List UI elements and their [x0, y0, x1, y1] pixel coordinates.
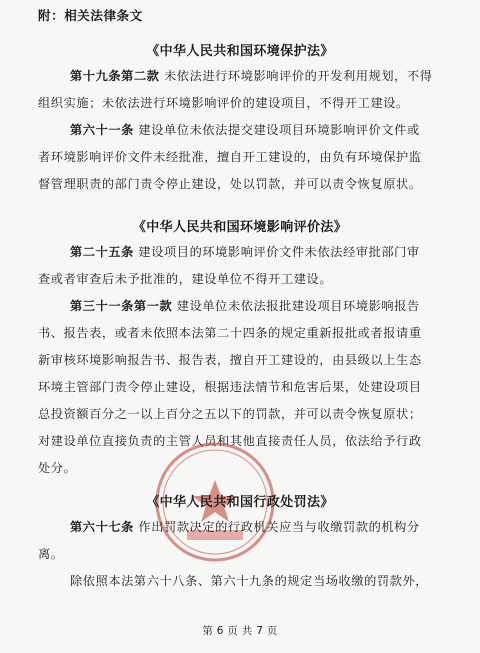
- article-text-line: 者环境影响评价文件未经批准，擅自开工建设的，由负有环境保护监: [38, 150, 422, 164]
- article-paragraph: [70, 519, 420, 535]
- article-paragraph: [70, 122, 420, 138]
- law-title-eia: 《中华人民共和国环境影响评价法》: [132, 220, 348, 235]
- article-number: 第十九条第二款: [70, 69, 160, 83]
- page-number: 第 6 页 共 7 页: [202, 625, 278, 637]
- article-text-line: 书、报告表，或者未依照本法第二十四条的规定重新报批或者报请重: [38, 326, 422, 340]
- article-number: 第六十一条: [70, 123, 134, 137]
- article-text: 建设单位未依法报批建设项目环境影响报告: [176, 299, 420, 313]
- law-title-administrative-penalty: 《中华人民共和国行政处罚法》: [146, 495, 334, 510]
- article-paragraph: [70, 298, 420, 314]
- article-text-line: 查或者审查后未予批准的，建设单位不得开工建设。: [38, 272, 333, 286]
- article-number: 第三十一条第一款: [70, 299, 173, 313]
- law-title-environmental-protection: 《中华人民共和国环境保护法》: [146, 44, 334, 59]
- article-text: 建设项目的环境影响评价文件未依法经审批部门审: [138, 245, 420, 259]
- article-text: 作出罚款决定的行政机关应当与收缴罚款的机构分: [138, 520, 420, 534]
- article-number: 第六十七条: [70, 520, 134, 534]
- article-paragraph: [70, 68, 433, 84]
- article-text-line: 总投资额百分之一以上百分之五以下的罚款，并可以责令恢复原状；: [38, 407, 422, 421]
- article-text: 未依法进行环境影响评价的开发利用规划，不得: [164, 69, 433, 83]
- article-text-line: 除依照本法第六十八条、第六十九条的规定当场收缴的罚款外，: [70, 574, 429, 588]
- appendix-label: 附：相关法律条文: [38, 8, 143, 23]
- article-text-line: 对建设单位直接负责的主管人员和其他直接责任人员，依法给予行政: [38, 434, 422, 448]
- article-text: 建设单位未依法提交建设项目环境影响评价文件或: [138, 123, 420, 137]
- article-number: 第二十五条: [70, 245, 134, 259]
- article-text-line: 督管理职责的部门责令停止建设，处以罚款，并可以责令恢复原状。: [38, 177, 422, 191]
- article-paragraph: [70, 244, 420, 260]
- article-text-line: 新审核环境影响报告书、报告表，擅自开工建设的，由县级以上生态: [38, 353, 422, 367]
- article-text-line: 环境主管部门责令停止建设，根据违法情节和危害后果，处建设项目: [38, 380, 422, 394]
- article-text-line: 离。: [38, 547, 64, 561]
- article-text-line: 处分。: [38, 461, 77, 475]
- article-text-line: 组织实施；未依法进行环境影响评价的建设项目，不得开工建设。: [38, 96, 409, 110]
